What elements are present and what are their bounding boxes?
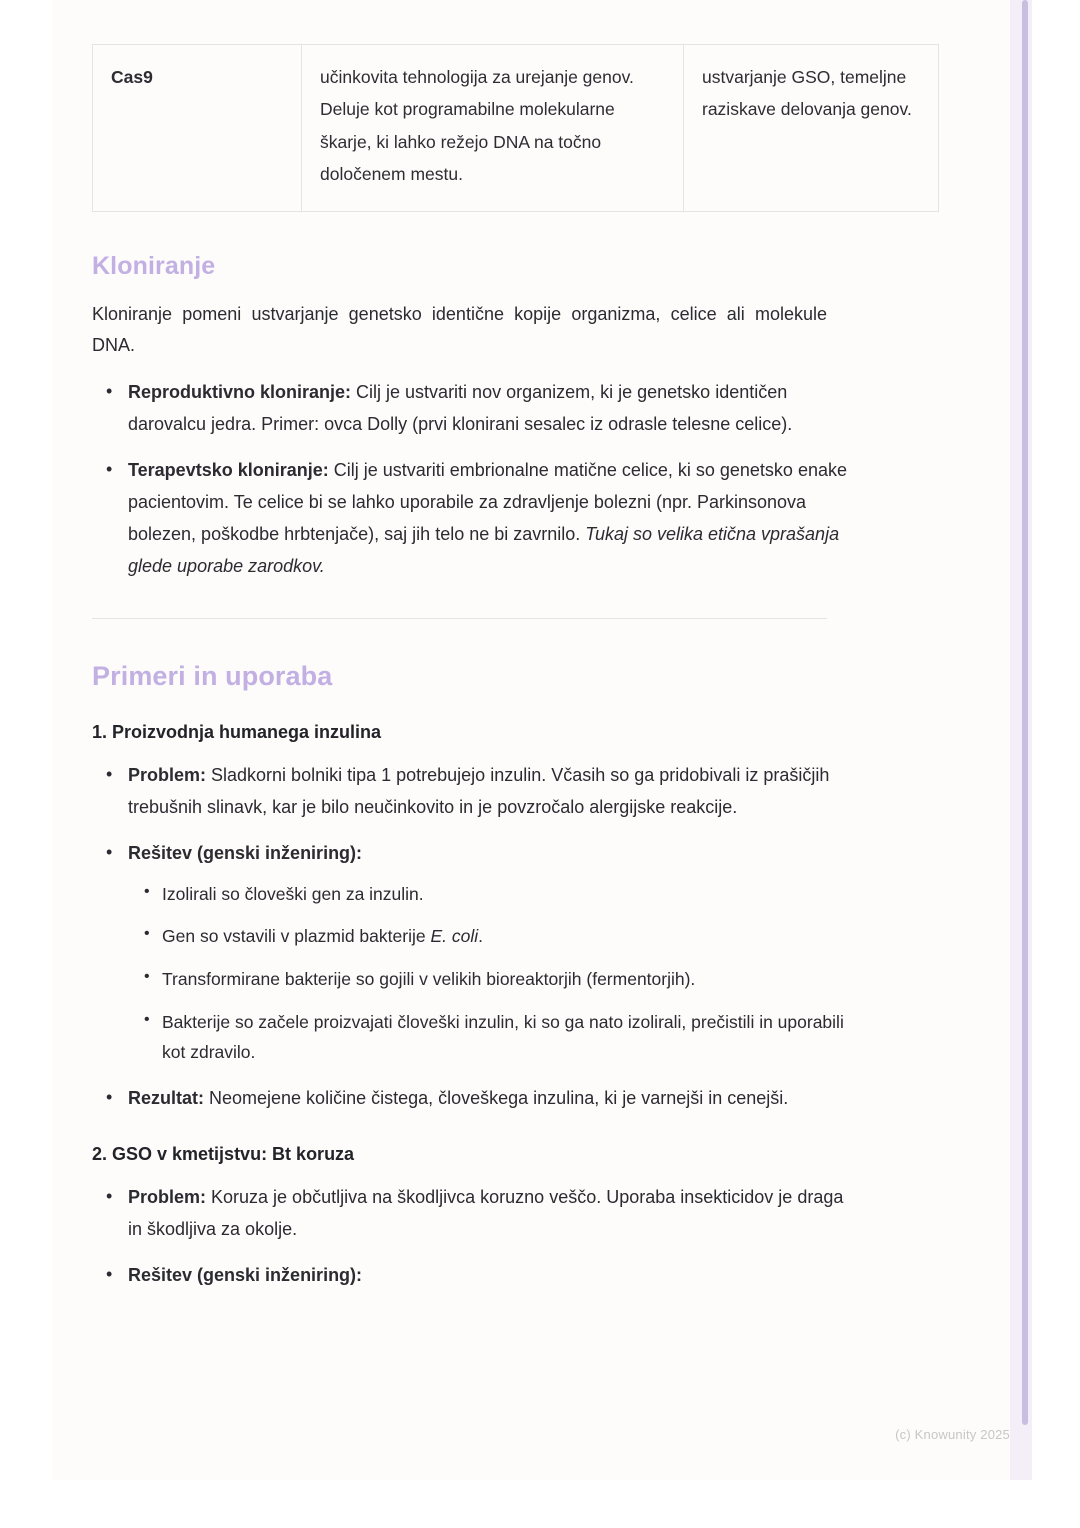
document-content xyxy=(92,0,912,1305)
list-item xyxy=(124,837,858,1068)
case1-title: 1. Proizvodnja humanega inzulina xyxy=(92,721,382,742)
list-item-lead: Rešitev (genski inženiring): xyxy=(128,842,363,863)
list-item-text: Cilj je ustvariti nov organizem, ki je genetsko identičen darovalcu jedra. Primer: ovca Dolly (prvi klonirani sesalec iz odrasle telesne celice). xyxy=(128,381,793,434)
step-text: Transformirane bakterije so gojili v velikih bioreaktorjih (fermentorjih). xyxy=(162,969,696,990)
case1-list xyxy=(92,759,882,1114)
list-item-emphasis: Tukaj so velika etična vprašanja glede uporabe zarodkov. xyxy=(128,523,840,576)
list-item-text: Cilj je ustvariti embrionalne matične celice, ki so genetsko enake pacientovim. Te celice bi se lahko uporabile za zdravljenje bolezni (npr. Parkinsonova bolezen, poškodbe hrbtenjače), saj jih telo ne bi zavrnilo. xyxy=(128,459,847,544)
list-item-lead: Rezultat: xyxy=(128,1087,204,1108)
list-item xyxy=(162,964,858,995)
case2-list xyxy=(92,1181,882,1291)
case2-title: 2. GSO v kmetijstvu: Bt koruza xyxy=(92,1143,355,1164)
section-divider xyxy=(92,618,827,619)
list-item-lead: Terapevtsko kloniranje: xyxy=(128,459,329,480)
list-item-lead: Problem: xyxy=(128,1186,207,1207)
table-cell-term: Cas9 xyxy=(93,45,302,212)
list-item-text: Neomejene količine čistega, človeškega inzulina, ki je varnejši in cenejši. xyxy=(204,1087,789,1108)
case1-steps-list xyxy=(128,879,858,1068)
kloniranje-list xyxy=(92,376,882,582)
step-emphasis: E. coli xyxy=(430,926,479,947)
list-item-text: Koruza je občutljiva na škodljivca koruzno veščo. Uporaba insekticidov je draga in škodljiva za okolje. xyxy=(128,1186,844,1239)
list-item xyxy=(124,1082,858,1114)
list-item xyxy=(124,1181,858,1245)
list-item-lead: Problem: xyxy=(128,764,207,785)
watermark: (c) Knowunity 2025 xyxy=(895,1427,1010,1442)
heading-kloniranje: Kloniranje xyxy=(92,251,216,280)
list-item xyxy=(124,376,858,440)
list-item xyxy=(124,454,858,582)
list-item xyxy=(124,759,858,823)
list-item xyxy=(124,1259,858,1291)
document-page xyxy=(52,0,1032,1480)
list-item xyxy=(162,1007,858,1068)
list-item xyxy=(162,879,858,910)
step-text: Izolirali so človeški gen za inzulin. xyxy=(162,883,424,904)
table-cell-description: učinkovita tehnologija za urejanje genov. Deluje kot programabilne molekularne škarje, ki lahko režejo DNA na točno določenem mestu. xyxy=(302,45,684,212)
scrollbar-track[interactable] xyxy=(1010,0,1032,1480)
scrollbar-thumb[interactable] xyxy=(1022,0,1028,1425)
list-item xyxy=(162,921,858,952)
list-item-lead: Reproduktivno kloniranje: xyxy=(128,381,352,402)
step-text-post: . xyxy=(478,926,483,947)
list-item-text: Sladkorni bolniki tipa 1 potrebujejo inzulin. Včasih so ga pridobivali iz prašičjih trebušnih slinavk, kar je bilo neučinkovito in je povzročalo alergijske reakcije. xyxy=(128,764,830,817)
kloniranje-intro: Kloniranje pomeni ustvarjanje genetsko identične kopije organizma, celice ali molekule DNA. xyxy=(92,303,827,355)
table-cell-use: ustvarjanje GSO, temeljne raziskave delovanja genov. xyxy=(684,45,939,212)
list-item-lead: Rešitev (genski inženiring): xyxy=(128,1265,363,1285)
step-text: Gen so vstavili v plazmid bakterije xyxy=(162,926,431,947)
heading-primeri-in-uporaba: Primeri in uporaba xyxy=(92,660,333,691)
table-row xyxy=(93,45,939,212)
step-text: Bakterije so začele proizvajati človeški inzulin, ki so ga nato izolirali, prečistili in uporabili kot zdravilo. xyxy=(162,1011,844,1063)
genetics-term-table xyxy=(92,44,939,212)
